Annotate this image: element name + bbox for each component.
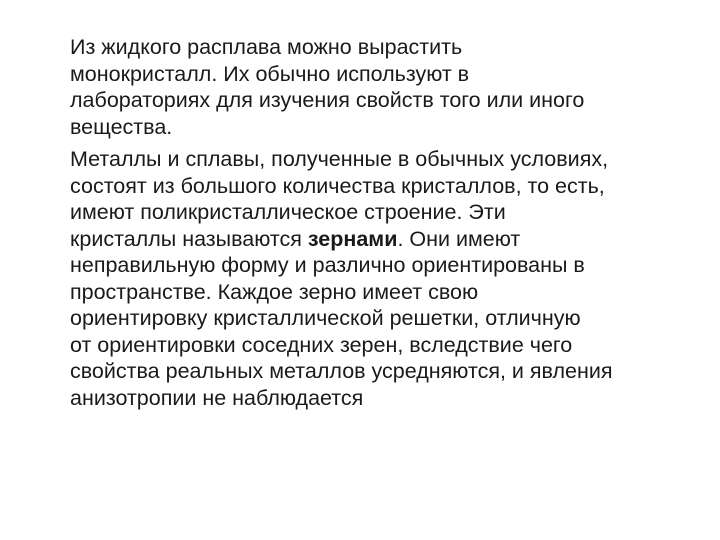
text-line: ориентировку кристаллической решетки, отличную: [70, 306, 581, 330]
text-line: анизотропии не наблюдается: [70, 385, 364, 410]
text-line: пространстве. Каждое зерно имеет свою: [70, 279, 479, 304]
text-line: монокристалл. Их обычно используют в: [70, 61, 470, 86]
text-line: состоят из большого количества кристаллов, то есть,: [70, 173, 605, 198]
paragraph-polycrystal: [70, 146, 710, 411]
text-fragment: . Они имеют: [397, 226, 521, 251]
text-line: свойства реальных металлов усредняются, и явления: [70, 359, 613, 383]
text-body: [70, 34, 710, 417]
term-grains: зернами: [307, 226, 398, 251]
text-line: от ориентировки соседних зерен, вследствие чего: [70, 332, 573, 357]
text-line: Из жидкого расплава можно вырастить: [70, 35, 463, 59]
text-line-with-term: [70, 226, 710, 253]
text-line: имеют поликристаллическое строение. Эти: [70, 200, 506, 224]
text-line: вещества.: [70, 114, 173, 139]
text-fragment: кристаллы называются: [70, 226, 308, 251]
paragraph-monocrystal: [70, 34, 710, 140]
text-line: лабораториях для изучения свойств того или иного: [70, 88, 585, 112]
text-line: неправильную форму и различно ориентированы в: [70, 253, 585, 277]
text-line: Металлы и сплавы, полученные в обычных условиях,: [70, 147, 609, 171]
